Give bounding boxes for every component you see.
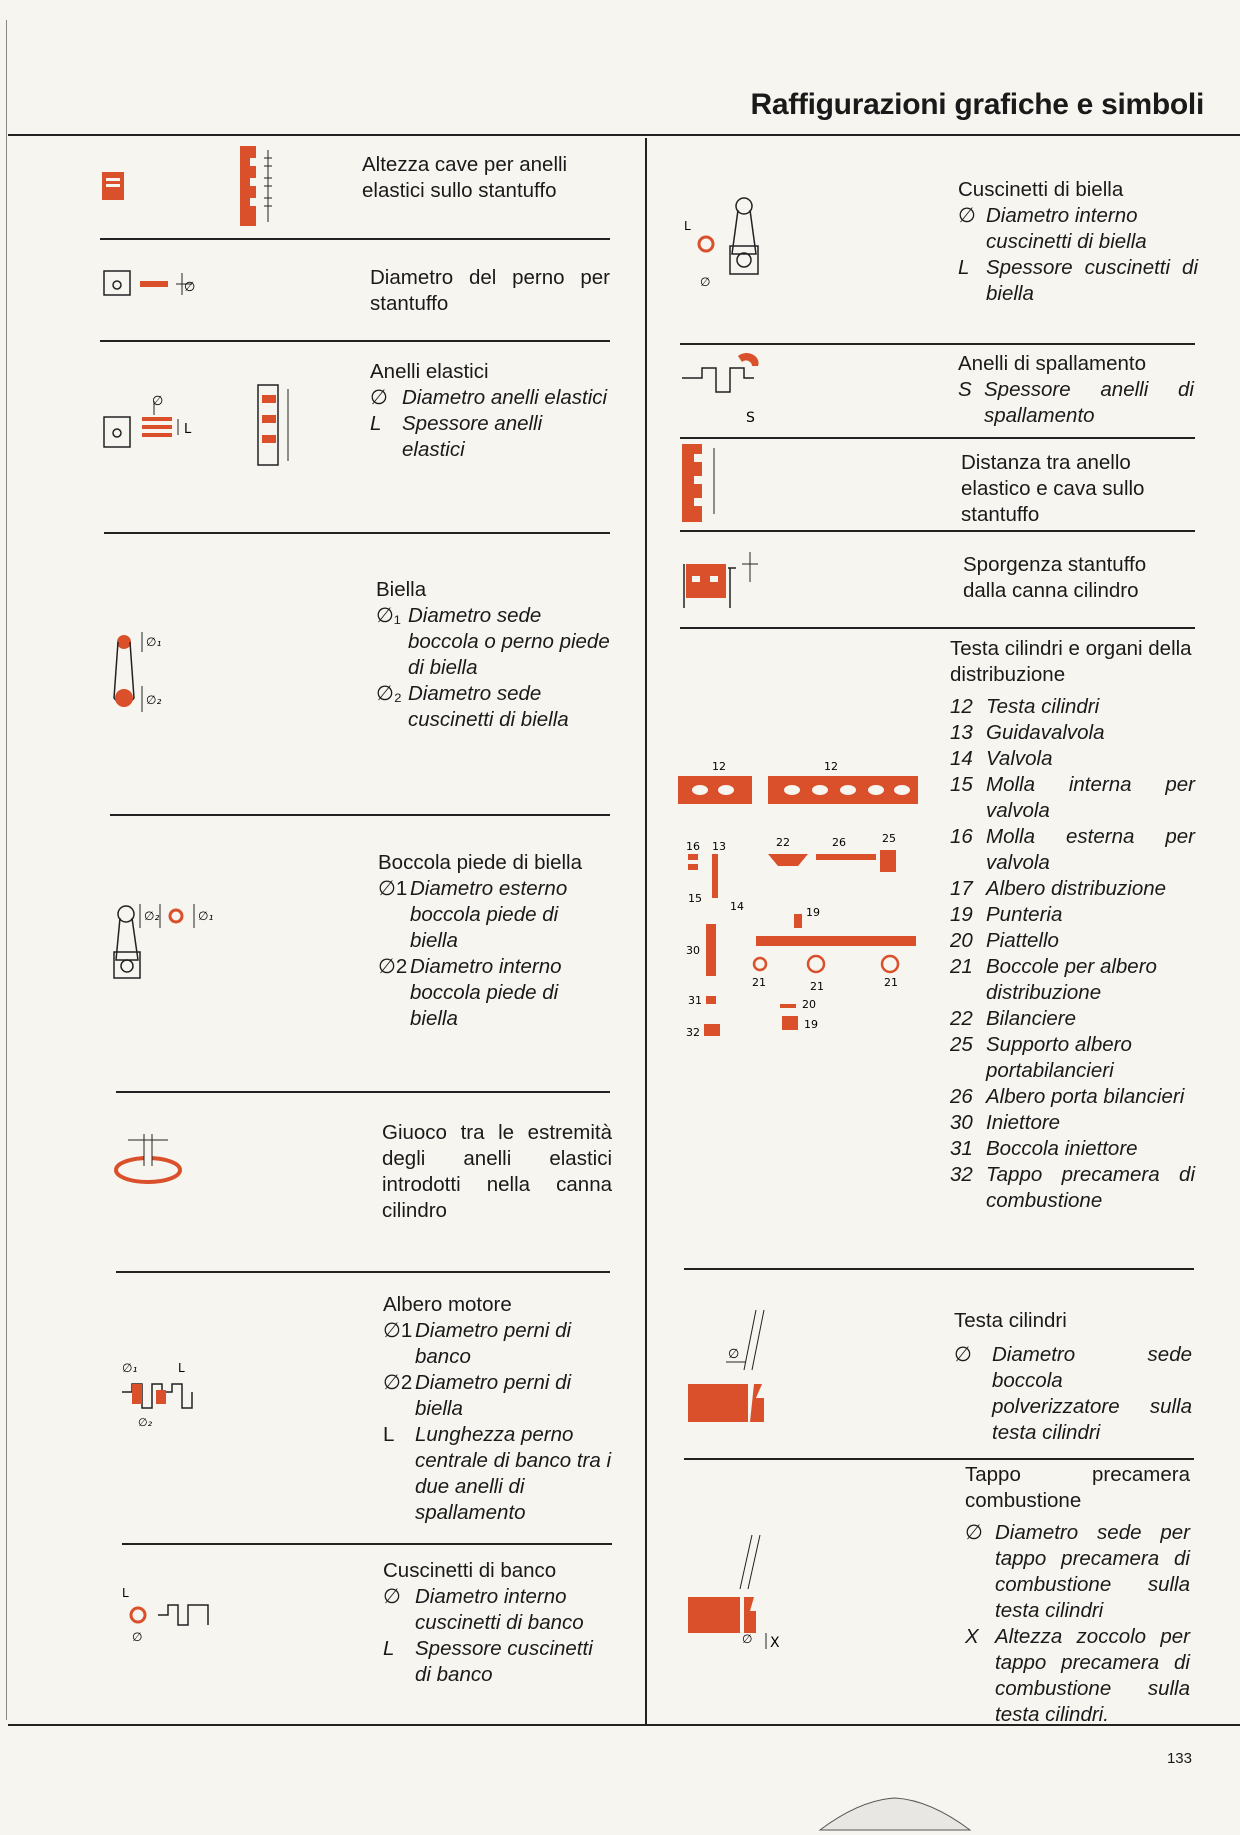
ring-gap-icon: [112, 1130, 192, 1195]
definition-item: 17 Albero distribuzione: [950, 877, 1167, 900]
definition-item: 26 Albero porta bilancieri: [950, 1085, 1185, 1108]
entry-precombustion-plug: Tappo precamera combustione ∅ Diametro sede per tappo precamera di combustione sulla testa cilindri X Altezza zoccolo per tappo precamera di combustione sulla testa cilindri.: [965, 1463, 1190, 1726]
ring-grooves-icon: [256, 385, 296, 470]
entry-small-end-bush: Boccola piede di biella ∅1 Diametro esterno boccola piede di biella ∅2 Diametro interno boccola piede di biella: [378, 850, 610, 1032]
page-number: 133: [1166, 1750, 1192, 1767]
svg-text:∅₁: ∅₁: [122, 1361, 138, 1375]
entry-piston-pin-diameter: Diametro del perno per stantuffo: [370, 266, 610, 315]
svg-text:L: L: [684, 219, 691, 233]
entry-divider: [680, 530, 1195, 532]
svg-text:19: 19: [806, 906, 820, 919]
definition-item: 32 Tappo precamera di combustione: [950, 1163, 1195, 1212]
svg-text:∅₁: ∅₁: [146, 635, 162, 649]
thrust-washer-icon: [680, 348, 780, 433]
svg-text:L: L: [122, 1586, 129, 1600]
svg-text:∅₂: ∅₂: [144, 909, 160, 923]
svg-text:∅: ∅: [742, 1632, 753, 1646]
diameter-symbol: ∅: [184, 280, 196, 295]
svg-text:13: 13: [712, 840, 726, 853]
definition-item: 19 Punteria: [950, 903, 1063, 926]
svg-text:14: 14: [730, 900, 744, 913]
svg-text:∅₁: ∅₁: [198, 909, 214, 923]
precombustion-plug-icon: [686, 1525, 796, 1660]
definition-item: L Lunghezza perno centrale di banco tra i due anelli di spallamento: [383, 1423, 612, 1524]
crankshaft-icon: [118, 1362, 208, 1437]
definition-item: ∅1 Diametro perni di banco: [383, 1319, 572, 1368]
definition-item: 30 Iniettore: [950, 1111, 1061, 1134]
entry-piston-rings: Anelli elastici ∅ Diametro anelli elastici L Spessore anelli elastici: [370, 359, 610, 463]
entry-crankshaft: Albero motore ∅1 Diametro perni di banco ∅2 Diametro perni di biella L Lunghezza perno centrale di banco tra i due anelli di spallamento: [383, 1293, 612, 1524]
entry-thrust-washers: Anelli di spallamento S Spessore anelli di spallamento: [958, 352, 1194, 427]
piston-protrusion-icon: [684, 552, 764, 617]
definition-item: L Spessore cuscinetti di biella: [958, 256, 1198, 305]
svg-text:21: 21: [884, 976, 898, 989]
svg-text:21: 21: [752, 976, 766, 989]
top-rule: [8, 134, 1240, 136]
definition-item: 15 Molla interna per valvola: [950, 773, 1195, 822]
svg-text:26: 26: [832, 836, 846, 849]
entry-ring-to-groove-clearance: Distanza tra anello elastico e cava sullo stantuffo: [961, 451, 1145, 526]
svg-text:L: L: [184, 422, 192, 437]
definition-item: ∅ Diametro interno cuscinetti di biella: [958, 204, 1147, 253]
definition-item: ∅ Diametro sede per tappo precamera di combustione sulla testa cilindri: [965, 1521, 1190, 1622]
svg-text:21: 21: [810, 980, 824, 993]
definition-item: 20 Piattello: [950, 929, 1059, 952]
entry-big-end-bearings: Cuscinetti di biella ∅ Diametro interno cuscinetti di biella L Spessore cuscinetti di biella: [958, 178, 1198, 305]
entry-connecting-rod: Biella ∅₁ Diametro sede boccola o perno piede di biella ∅₂ Diametro sede cuscinetti di biella: [376, 577, 616, 733]
svg-text:L: L: [178, 1361, 185, 1375]
piston-icon: [100, 168, 130, 209]
entry-divider: [122, 1543, 612, 1545]
definition-item: L Spessore cuscinetti di banco: [383, 1637, 593, 1686]
part-label: 12: [824, 760, 838, 773]
svg-text:X: X: [770, 1635, 780, 1651]
svg-text:22: 22: [776, 836, 790, 849]
svg-text:19: 19: [804, 1018, 818, 1031]
svg-text:31: 31: [688, 994, 702, 1007]
definition-item: 25 Supporto albero portabilancieri: [950, 1033, 1132, 1082]
main-bearing-icon: [118, 1585, 228, 1650]
definition-item: ∅ Diametro sede boccola polverizzatore sulla testa cilindri: [954, 1343, 1192, 1444]
svg-text:25: 25: [882, 832, 896, 845]
svg-text:∅₂: ∅₂: [146, 693, 162, 707]
entry-divider: [680, 343, 1195, 345]
definition-item: ∅₂ Diametro sede cuscinetti di biella: [376, 682, 569, 731]
entry-ring-groove-height: Altezza cave per anelli elastici sullo stantuffo: [362, 153, 568, 202]
definition-item: 14 Valvola: [950, 747, 1053, 770]
page-edge-line: [6, 20, 7, 1720]
svg-text:∅: ∅: [132, 1630, 143, 1644]
svg-text:16: 16: [686, 840, 700, 853]
entry-divider: [684, 1458, 1194, 1460]
entry-divider: [110, 814, 610, 816]
definition-item: 21 Boccole per albero distribuzione: [950, 955, 1157, 1004]
entry-divider: [680, 437, 1195, 439]
definition-item: ∅ Diametro interno cuscinetti di banco: [383, 1585, 584, 1634]
definition-item: S Spessore anelli di spallamento: [958, 378, 1194, 427]
svg-text:30: 30: [686, 944, 700, 957]
definition-item: ∅ Diametro anelli elastici: [370, 386, 608, 409]
svg-text:∅₂: ∅₂: [138, 1416, 152, 1429]
definition-item: 22 Bilanciere: [950, 1007, 1077, 1030]
definition-item: X Altezza zoccolo per tappo precamera di combustione sulla testa cilindri.: [965, 1625, 1190, 1726]
definition-item: 13 Guidavalvola: [950, 721, 1105, 744]
svg-text:∅: ∅: [152, 394, 164, 409]
entry-piston-protrusion: Sporgenza stantuffo dalla canna cilindro: [963, 553, 1147, 602]
part-label: 12: [712, 760, 726, 773]
piston-pin-icon: [102, 265, 202, 310]
definition-item: ∅1 Diametro esterno boccola piede di biella: [378, 877, 568, 952]
svg-text:∅: ∅: [700, 275, 711, 289]
definition-item: ∅2 Diametro perni di biella: [383, 1371, 572, 1420]
ring-groove-height-icon: [238, 146, 278, 231]
ring-clearance-icon: [680, 444, 730, 529]
big-end-bearing-icon: [682, 190, 772, 295]
entry-cylinder-head-injector-seat: Testa cilindri ∅ Diametro sede boccola polverizzatore sulla testa cilindri: [954, 1309, 1192, 1444]
definition-item: 16 Molla esterna per valvola: [950, 825, 1195, 874]
definition-item: 31 Boccola iniettore: [950, 1137, 1138, 1160]
entry-divider: [100, 238, 610, 240]
page-title: Raffigurazioni grafiche e simboli: [750, 88, 1204, 121]
cylinder-head-parts-diagram: [676, 758, 936, 1053]
svg-text:20: 20: [802, 998, 816, 1011]
column-divider: [645, 138, 647, 1724]
svg-text:S: S: [746, 410, 755, 426]
svg-text:32: 32: [686, 1026, 700, 1039]
definition-item: ∅₁ Diametro sede boccola o perno piede di biella: [376, 604, 610, 679]
piston-rings-icon: [102, 395, 202, 460]
entry-divider: [116, 1091, 610, 1093]
definition-item: L Spessore anelli elastici: [370, 412, 543, 461]
small-end-bush-icon: [112, 900, 222, 985]
entry-main-bearings: Cuscinetti di banco ∅ Diametro interno cuscinetti di banco L Spessore cuscinetti di banco: [383, 1558, 613, 1688]
definition-item: 12 Testa cilindri: [950, 695, 1100, 718]
scan-artifact: [820, 1790, 970, 1830]
entry-divider: [116, 1271, 610, 1273]
definition-item: ∅2 Diametro interno boccola piede di biella: [378, 955, 562, 1030]
injector-seat-icon: [686, 1300, 796, 1435]
entry-ring-end-gap: Giuoco tra le estremità degli anelli elastici introdotti nella canna cilindro: [382, 1121, 612, 1222]
svg-text:15: 15: [688, 892, 702, 905]
entry-divider: [100, 340, 610, 342]
entry-divider: [104, 532, 610, 534]
entry-divider: [684, 1268, 1194, 1270]
connecting-rod-icon: [112, 628, 172, 723]
entry-divider: [680, 627, 1195, 629]
svg-text:∅: ∅: [728, 1347, 740, 1362]
entry-cylinder-head-and-valve-gear: Testa cilindri e organi della distribuzione 12 Testa cilindri 13 Guidavalvola 14 Valvola 15 Molla interna per valvola 16 Molla esterna per valvola 17 Albero distribuzione 19 Punteria 20 Piattello 21 Boccole per albero distribuzione 22 Bilanciere 25 Supporto albero portabilancieri 26 Albero porta bilancieri 30 Iniettore 31 Boccola iniettore 32 Tappo precamera di combustione: [950, 637, 1195, 1212]
